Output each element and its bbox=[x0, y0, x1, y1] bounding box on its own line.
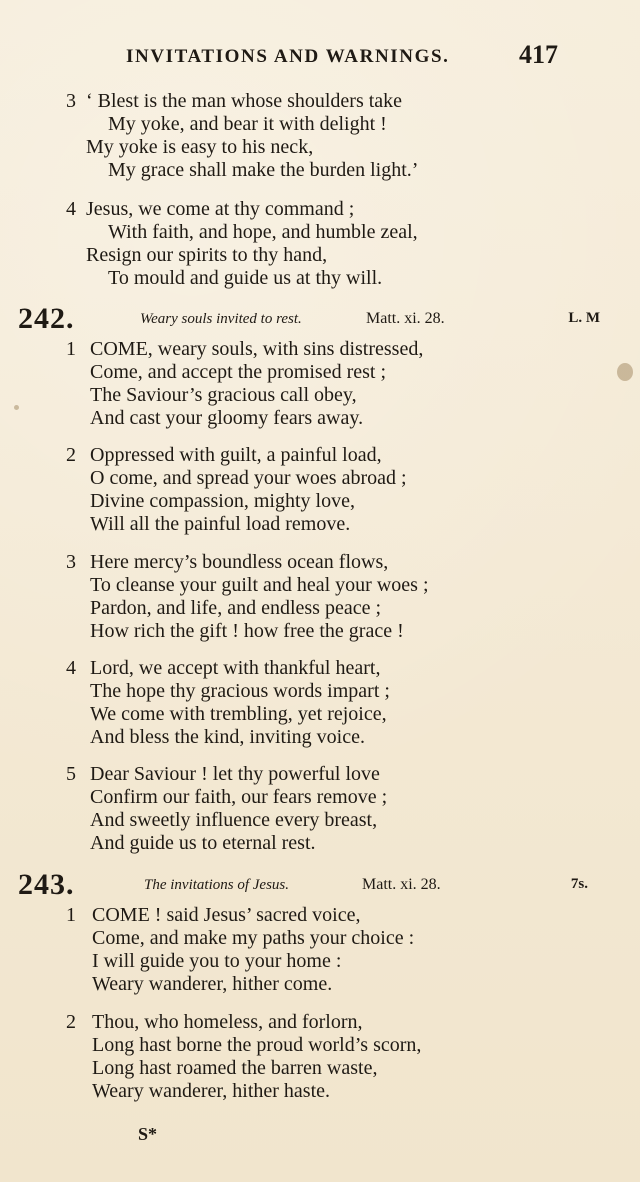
verse-number: 3 bbox=[66, 551, 76, 573]
verse-line: 3 Here mercy’s boundless ocean flows, bbox=[66, 551, 389, 573]
verse-line: And sweetly influence every breast, bbox=[90, 809, 378, 831]
page-number: 417 bbox=[519, 40, 558, 69]
verse-line: Weary wanderer, hither haste. bbox=[92, 1080, 331, 1102]
verse-line: My yoke, and bear it with delight ! bbox=[108, 113, 387, 135]
hymn-242-verse-3 bbox=[0, 551, 640, 643]
hymn-meter: 7s. bbox=[570, 876, 588, 892]
verse-number: 2 bbox=[66, 444, 76, 466]
verse-line: And guide us to eternal rest. bbox=[90, 832, 316, 854]
verse-line: My grace shall make the burden light.’ bbox=[108, 159, 419, 181]
hymn-number: 243. bbox=[18, 868, 75, 901]
hymn-242-verse-1 bbox=[0, 338, 640, 430]
verse-line: The Saviour’s gracious call obey, bbox=[90, 384, 357, 406]
verse-line: We come with trembling, yet rejoice, bbox=[90, 703, 387, 725]
verse-line: 4 Lord, we accept with thankful heart, bbox=[66, 657, 381, 679]
verse-continued-4 bbox=[0, 198, 640, 290]
hymn-243-verse-1 bbox=[0, 904, 640, 996]
verse-line: 2 Thou, who homeless, and forlorn, bbox=[66, 1011, 363, 1033]
verse-number: 3 bbox=[66, 90, 76, 112]
verse-number: 5 bbox=[66, 763, 76, 785]
verse-number: 4 bbox=[66, 198, 76, 220]
verse-line: 5 Dear Saviour ! let thy powerful love bbox=[66, 763, 380, 785]
hymn-242-verse-5 bbox=[0, 763, 640, 855]
verse-line: Divine compassion, mighty love, bbox=[90, 490, 355, 512]
hymn-242-heading bbox=[18, 302, 618, 338]
verse-line: Pardon, and life, and endless peace ; bbox=[90, 597, 382, 619]
verse-line: My yoke is easy to his neck, bbox=[86, 136, 314, 158]
verse-line: Long hast roamed the barren waste, bbox=[92, 1057, 378, 1079]
hymn-meter: L. M bbox=[568, 310, 600, 326]
verse-continued-3 bbox=[0, 90, 640, 182]
verse-line: 1 COME ! said Jesus’ sacred voice, bbox=[66, 904, 361, 926]
verse-line: Resign our spirits to thy hand, bbox=[86, 244, 328, 266]
verse-line: To cleanse your guilt and heal your woes ; bbox=[90, 574, 429, 596]
verse-line: Weary wanderer, hither come. bbox=[92, 973, 333, 995]
verse-line: Come, and accept the promised rest ; bbox=[90, 361, 387, 383]
verse-line: Long hast borne the proud world’s scorn, bbox=[92, 1034, 422, 1056]
verse-line: The hope thy gracious words impart ; bbox=[90, 680, 390, 702]
running-title: INVITATIONS AND WARNINGS. bbox=[126, 46, 450, 67]
verse-line: And cast your gloomy fears away. bbox=[90, 407, 364, 429]
verse-line: 1 COME, weary souls, with sins distressed, bbox=[66, 338, 424, 360]
hymn-242-verse-2 bbox=[0, 444, 640, 536]
verse-line: Come, and make my paths your choice : bbox=[92, 927, 415, 949]
verse-line: How rich the gift ! how free the grace ! bbox=[90, 620, 404, 642]
hymn-243-heading bbox=[18, 868, 618, 904]
verse-line: O come, and spread your woes abroad ; bbox=[90, 467, 407, 489]
verse-line: Confirm our faith, our fears remove ; bbox=[90, 786, 388, 808]
hymn-number: 242. bbox=[18, 302, 75, 335]
verse-line: 3 ‘ Blest is the man whose shoulders take bbox=[66, 90, 403, 112]
running-header bbox=[0, 40, 640, 74]
verse-number: 1 bbox=[66, 904, 76, 926]
signature-mark: S* bbox=[138, 1124, 158, 1144]
hymn-243-verse-2 bbox=[0, 1011, 640, 1103]
verse-line: I will guide you to your home : bbox=[92, 950, 342, 972]
page-blemish bbox=[617, 363, 633, 381]
verse-line: Will all the painful load remove. bbox=[90, 513, 351, 535]
scripture-reference: Matt. xi. 28. bbox=[366, 310, 445, 327]
hymn-242-verse-4 bbox=[0, 657, 640, 749]
verse-number: 1 bbox=[66, 338, 76, 360]
hymn-subtitle: Weary souls invited to rest. bbox=[140, 311, 302, 327]
verse-line: 2 Oppressed with guilt, a painful load, bbox=[66, 444, 382, 466]
hymn-subtitle: The invitations of Jesus. bbox=[144, 877, 289, 893]
page-blemish bbox=[14, 405, 19, 410]
verse-line: With faith, and hope, and humble zeal, bbox=[108, 221, 418, 243]
verse-line: 4 Jesus, we come at thy command ; bbox=[66, 198, 355, 220]
verse-line: And bless the kind, inviting voice. bbox=[90, 726, 365, 748]
verse-number: 4 bbox=[66, 657, 76, 679]
verse-line: To mould and guide us at thy will. bbox=[108, 267, 383, 289]
scripture-reference: Matt. xi. 28. bbox=[362, 876, 441, 893]
verse-number: 2 bbox=[66, 1011, 76, 1033]
